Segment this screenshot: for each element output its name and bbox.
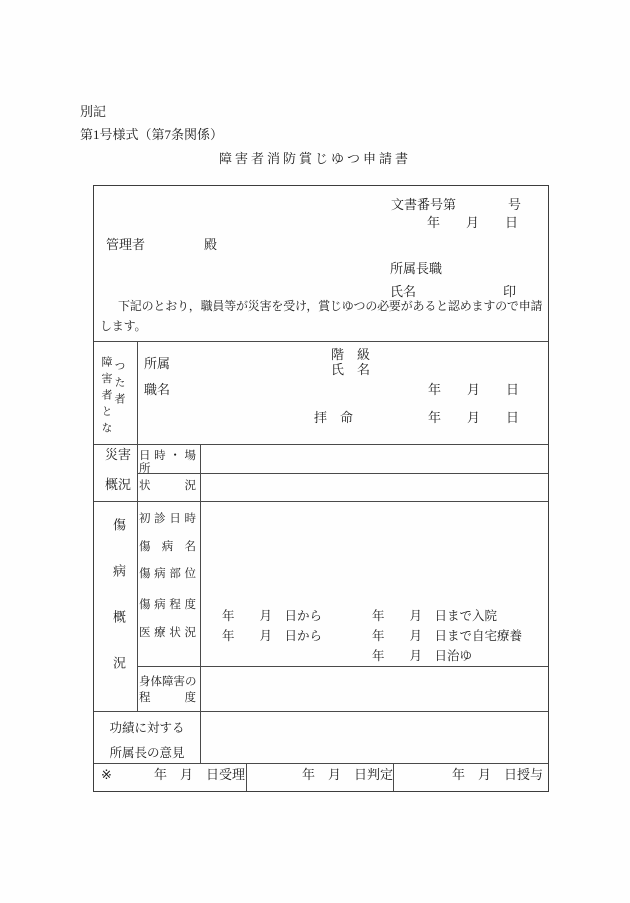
grid-line <box>94 763 548 764</box>
form-title: 障害者消防賞じゆつ申請書 <box>218 151 411 166</box>
received-date-placeholder: 年 月 日受理 <box>154 767 246 782</box>
opinion-label-line2: 所属長の意見 <box>109 746 185 760</box>
form-number: 第1号様式（第7条関係） <box>80 127 224 142</box>
affiliation-label: 所属 <box>144 356 171 371</box>
disaster-side-label-line2: 概況 <box>105 477 132 492</box>
disability-degree-label-line1: 身体障害の <box>139 676 197 688</box>
injury-side-label: 傷病概況 <box>111 518 126 702</box>
appointment-label: 拝 命 <box>314 410 354 425</box>
grid-line <box>94 341 548 342</box>
awarded-date-placeholder: 年 月 日授与 <box>452 767 544 782</box>
person-side-label-col1: 障害者とな <box>100 356 112 439</box>
sender-position-label: 所属長職 <box>390 261 443 276</box>
seal-label: 印 <box>503 284 517 299</box>
hospital-from-placeholder: 年 月 日から <box>222 609 323 623</box>
statement-line1: 下記のとおり，職員等が災害を受け，賞じゆつの必要があると認めますので申請 <box>118 299 543 313</box>
grid-line <box>393 763 394 791</box>
appointment-date-placeholder: 年 月 日 <box>428 410 520 425</box>
grid-line <box>200 444 201 763</box>
disaster-side-label-line1: 災害 <box>105 447 132 462</box>
homecare-to-placeholder: 年 月 日まで自宅療養 <box>372 629 523 643</box>
situation-label: 状況 <box>139 480 196 492</box>
reference-mark: ※ <box>101 767 112 782</box>
grid-line <box>137 666 548 667</box>
hospital-to-placeholder: 年 月 日まで入院 <box>372 609 498 623</box>
datetime-place-label: 日時・場所 <box>139 450 196 475</box>
margin-note: 別記 <box>80 104 107 119</box>
grid-line <box>246 763 247 791</box>
grid-line <box>137 473 548 474</box>
medical-status-label: 医療状況 <box>139 627 196 639</box>
injury-name-label: 傷病名 <box>139 541 196 553</box>
rank-label: 階 級 <box>331 347 371 362</box>
birth-date-placeholder: 年 月 日 <box>428 382 520 397</box>
healed-date-placeholder: 年 月 日治ゆ <box>372 649 473 663</box>
doc-number-unit: 号 <box>508 197 522 212</box>
doc-number-label: 文書番号第 <box>391 197 457 212</box>
first-exam-label: 初診日時 <box>139 513 196 525</box>
addressee-honorific: 殿 <box>204 237 218 252</box>
person-side-label-col2: つた者 <box>113 360 125 410</box>
grid-line <box>94 444 548 445</box>
sender-name-label: 氏名 <box>390 284 417 299</box>
injury-part-label: 傷病部位 <box>139 568 196 580</box>
homecare-from-placeholder: 年 月 日から <box>222 629 323 643</box>
opinion-label-line1: 功績に対する <box>109 721 185 735</box>
disability-degree-label-line2: 程度 <box>139 692 196 704</box>
name-label: 氏 名 <box>331 362 371 377</box>
addressee-label: 管理者 <box>106 237 146 252</box>
grid-line <box>137 341 138 711</box>
position-label: 職名 <box>144 382 171 397</box>
judged-date-placeholder: 年 月 日判定 <box>302 767 394 782</box>
grid-line <box>94 501 548 502</box>
injury-degree-label: 傷病程度 <box>139 599 196 611</box>
header-date-placeholder: 年 月 日 <box>427 215 519 230</box>
form-outer-box <box>93 185 549 792</box>
statement-line2: します。 <box>100 319 147 333</box>
grid-line <box>94 711 548 712</box>
